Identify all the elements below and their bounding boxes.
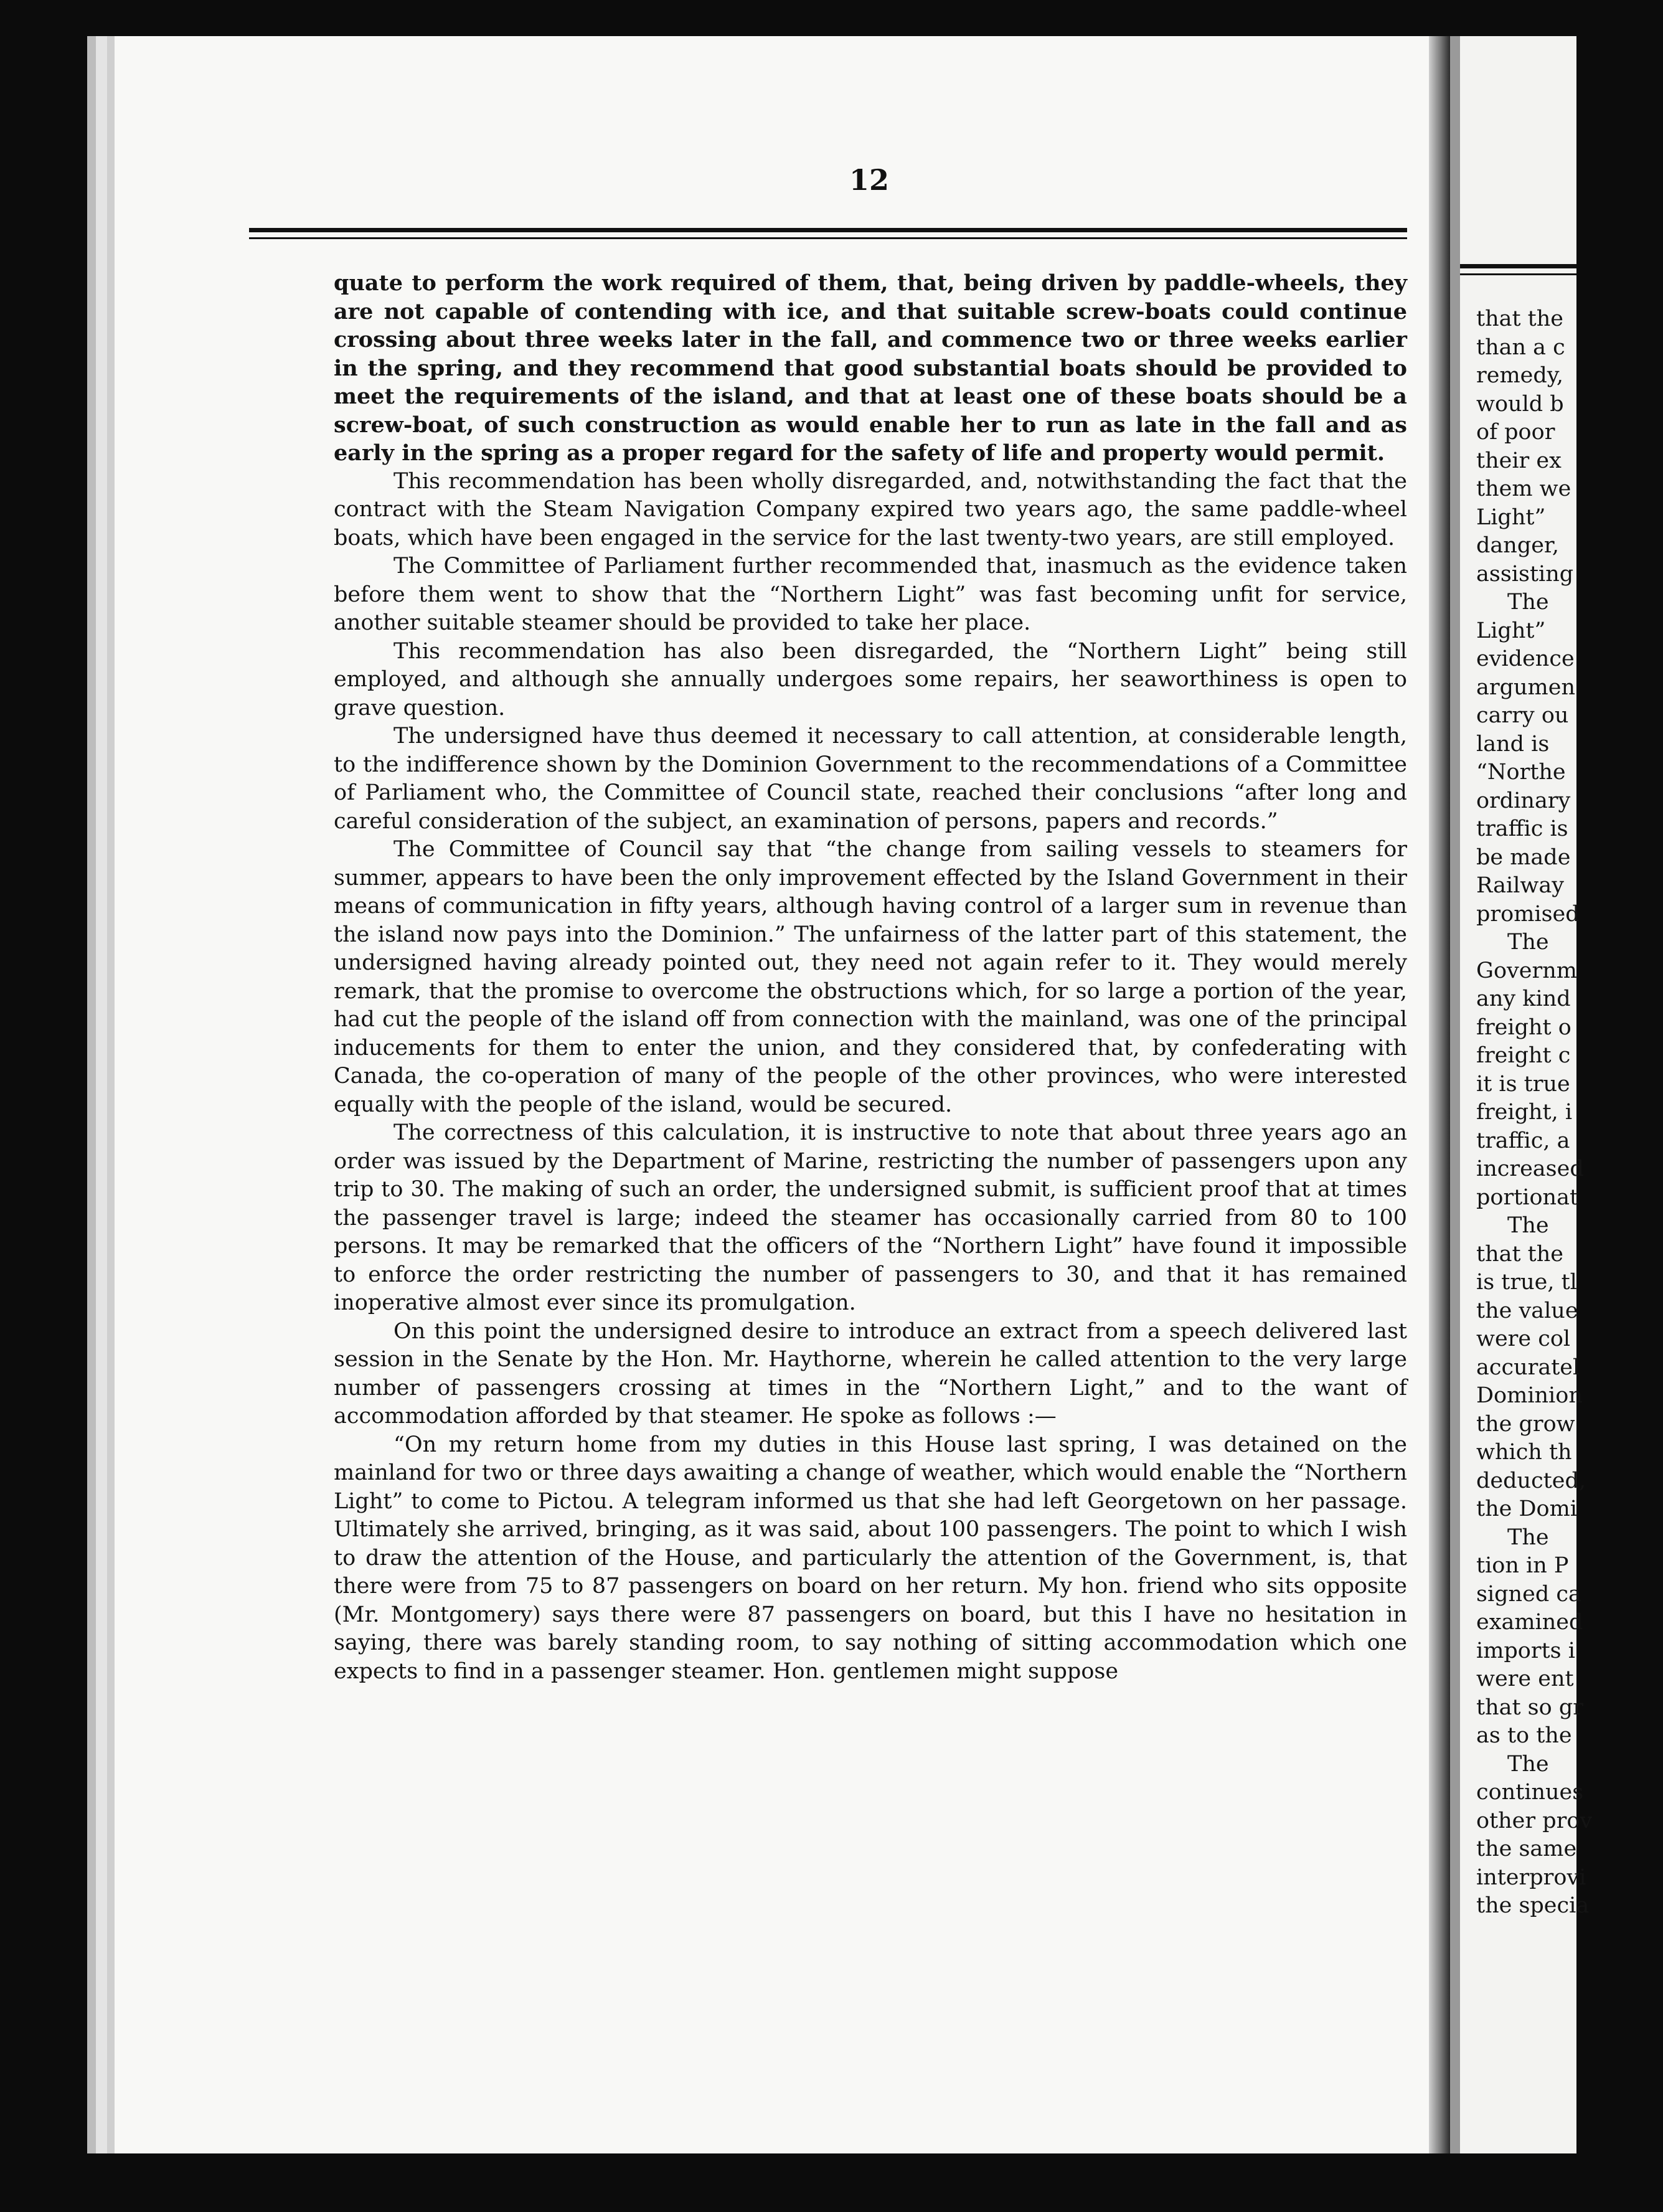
right-page-line: is true, tl (1476, 1270, 1577, 1295)
paragraph: The Committee of Parliament further recommended that, inasmuch as the evidence taken before them went to show that the “Northern Light” was fast becoming unfit for service, another suitable steamer should be provided to take her place. (334, 554, 1407, 635)
right-page-line: were ent (1476, 1666, 1574, 1691)
right-text-column (1476, 305, 1663, 1921)
right-page-line: The (1507, 1751, 1549, 1777)
right-page-line: the same (1476, 1836, 1577, 1861)
right-page-line: which th (1476, 1440, 1572, 1465)
right-page-line: traffic, a (1476, 1128, 1570, 1153)
right-page-line: signed ca (1476, 1581, 1581, 1607)
right-page-line: the Domi (1476, 1496, 1577, 1521)
right-page-line: Dominion (1476, 1383, 1583, 1408)
header-rule-thick (249, 228, 1407, 232)
right-page-line: carry ou (1476, 703, 1569, 728)
right-page-line: that so gr (1476, 1694, 1583, 1720)
right-page-line: the specia (1476, 1893, 1590, 1918)
right-page-line: ordinary (1476, 788, 1571, 813)
right-page-line: traffic is (1476, 816, 1568, 841)
paragraph: quate to perform the work required of them, that, being driven by paddle-wheels, they are not capable of contending with ice, and that suitable screw-boats could continue crossing about three weeks later in the fall, and commence two or three weeks earlier in the spring, and they recommend that good substantial boats should be provided to meet the requirements of the island, and that at least one of these boats should be a screw-boat, of such construction as would enable her to run as late in the fall and as early in the spring as a proper regard for the safety of life and property would permit. (334, 270, 1407, 466)
right-page-line: of poor (1476, 420, 1555, 445)
right-page-line: argumen (1476, 674, 1575, 700)
right-page-line: examined (1476, 1610, 1583, 1635)
page-edge-shadow (1429, 36, 1450, 2153)
paragraph: The undersigned have thus deemed it necessary to call attention, at considerable length, to the indifference shown by the Dominion Government to the recommendations of a Committee of Parliament who, the Committee of Council state, reached their conclusions “after long and careful consideration of the subject, an examination of persons, papers and records.” (334, 724, 1407, 834)
right-page-line: evidence (1476, 646, 1575, 671)
paragraph: The Committee of Council say that “the change from sailing vessels to steamers for summer, appears to have been the only improvement effected by the Island Government in their means of communication in fifty years, although having control of a larger sum in revenue than the island now pays into the Dominion.” The unfairness of the latter part of this statement, the undersigned having already pointed out, they need not again refer to it. They would merely remark, that the promise to overcome the obstructions which, for so large a portion of the year, had cut the people of the island off from connection with the mainland, was one of the principal inducements for them to enter the union, and they considered that, by confederating with Canada, the co-operation of many of the people of the other provinces, who were interested equally with the people of the island, would be secured. (334, 837, 1407, 1117)
right-page-line: The (1507, 590, 1549, 615)
right-page-line: them we (1476, 476, 1571, 501)
right-page-line: any kind (1476, 986, 1571, 1011)
right-page-line: than a c (1476, 334, 1565, 360)
right-page-line: freight, i (1476, 1100, 1573, 1125)
right-page-line: that the (1476, 306, 1563, 331)
right-page-line: the value (1476, 1298, 1578, 1323)
right-page-line: “Northe (1476, 760, 1566, 785)
binding-gutter (1450, 36, 1460, 2153)
right-page-line: danger, (1476, 533, 1559, 558)
right-page-line: accuratel (1476, 1354, 1580, 1380)
right-page-line: other prov (1476, 1808, 1593, 1833)
right-page-line: Light” (1476, 618, 1546, 643)
paragraph: This recommendation has been wholly disregarded, and, notwithstanding the fact that the contract with the Steam Navigation Company expired two years ago, the same paddle-wheel boats, which have been engaged in the service for the last twenty-two years, are still employed. (334, 468, 1407, 551)
right-header-rule-thin (1460, 273, 1576, 275)
right-page-line: freight c (1476, 1043, 1571, 1068)
right-page-line: The (1507, 930, 1549, 955)
right-page-line: remedy, (1476, 363, 1563, 388)
right-page-line: imports i (1476, 1638, 1575, 1663)
right-page-line: that the (1476, 1241, 1563, 1267)
right-page-line: be made (1476, 844, 1571, 870)
header-rule-thin (249, 237, 1407, 239)
right-page-line: would b (1476, 391, 1564, 417)
right-page-line: interprovi (1476, 1865, 1586, 1890)
right-page-line: promised (1476, 901, 1580, 927)
right-page-line: as to the (1476, 1723, 1572, 1748)
right-page-line: continues (1476, 1780, 1584, 1805)
right-page-line: portionat (1476, 1184, 1579, 1210)
page-number: 12 (849, 163, 889, 197)
page-right (1460, 36, 1593, 2153)
right-page-line: increased (1476, 1156, 1584, 1181)
right-page-line: assisting (1476, 561, 1574, 587)
quoted-speech: “On my return home from my duties in this House last spring, I was detained on the mainland for two or three days awaiting a change of weather, which would enable the “Northern Light” to come to Pictou. A telegram informed us that she had left Georgetown on her passage. Ultimately she arrived, bringing, as it was said, about 100 passengers. The point to which I wish to draw the attention of the House, and particularly the attention of the Government, is, that there were from 75 to 87 passengers on board on her return. My hon. friend who sits opposite (Mr. Montgomery) says there were 87 passengers on board, but this I have no hesitation in saying, there was barely standing room, to say nothing of sitting accommodation which one expects to find in a passenger steamer. Hon. gentlemen might suppose (334, 1432, 1407, 1684)
right-page-line: freight o (1476, 1014, 1571, 1040)
right-page-line: were col (1476, 1326, 1571, 1351)
right-page-line: their ex (1476, 448, 1562, 473)
right-page-line: deducted, (1476, 1468, 1586, 1493)
right-page-line: Governm (1476, 958, 1577, 983)
paragraph: This recommendation has also been disregarded, the “Northern Light” being still employed, and although she annually undergoes some repairs, her seaworthiness is open to grave question. (334, 638, 1407, 721)
right-page-line: it is true (1476, 1071, 1570, 1097)
paragraph: On this point the undersigned desire to introduce an extract from a speech delivered last session in the Senate by the Hon. Mr. Haythorne, wherein he called attention to the very large number of passengers crossing at times in the “Northern Light,” and to the want of accommodation afforded by that steamer. He spoke as follows :— (334, 1318, 1407, 1429)
right-page-line: The (1507, 1524, 1549, 1550)
right-page-line: The (1507, 1213, 1549, 1238)
right-header-rule-thick (1460, 264, 1576, 268)
right-page-line: Railway (1476, 873, 1565, 898)
right-page-line: Light” (1476, 504, 1546, 530)
right-page-line: tion in P (1476, 1553, 1569, 1578)
right-page-line: land is (1476, 731, 1550, 757)
main-text-column (334, 269, 1407, 1686)
right-page-line: the grow (1476, 1411, 1575, 1437)
paragraph: The correctness of this calculation, it is instructive to note that about three years ago an order was issued by the Department of Marine, restricting the number of passengers upon any trip to 30. The making of such an order, the undersigned submit, is sufficient proof that at times the passenger travel is large; indeed the steamer has occasionally carried from 80 to 100 persons. It may be remarked that the officers of the “Northern Light” have found it impossible to enforce the order restricting the number of passengers to 30, and that it has remained inoperative almost ever since its promulgation. (334, 1120, 1407, 1315)
